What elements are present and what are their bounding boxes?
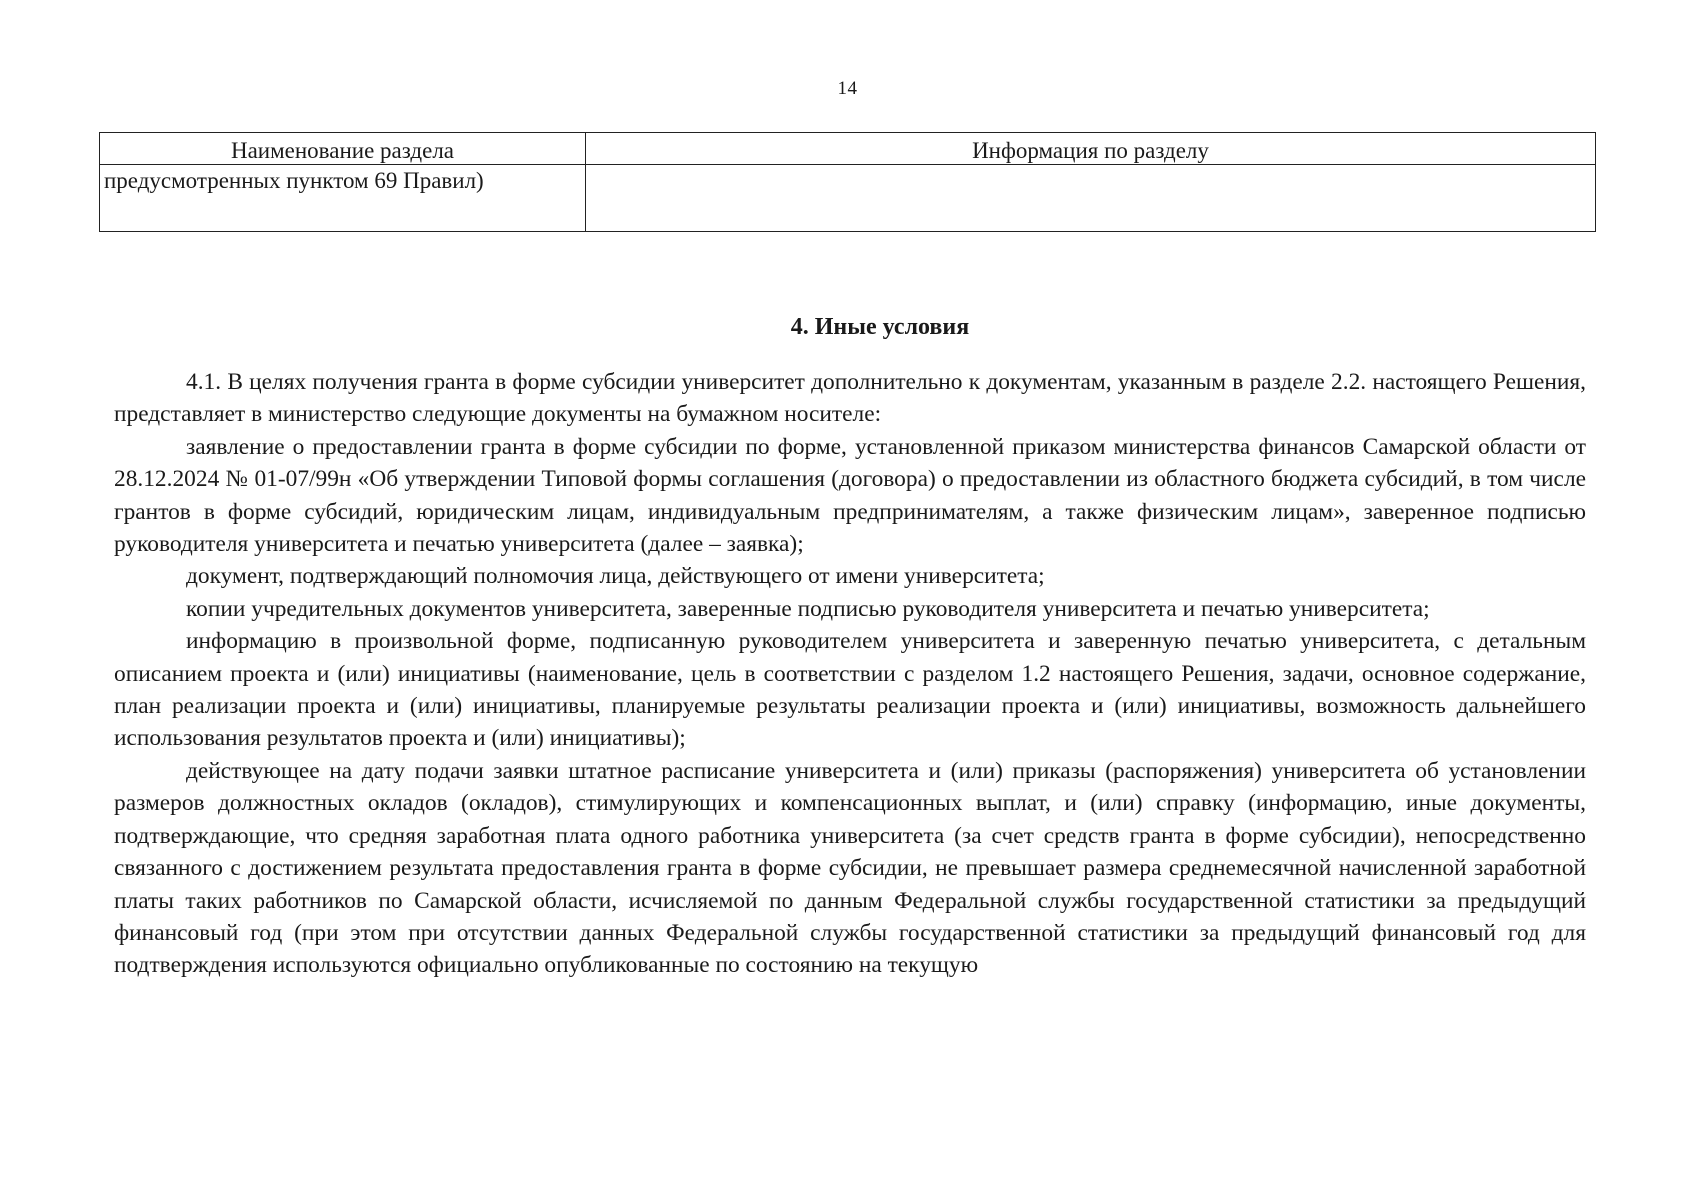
table-header-section-info: Информация по разделу bbox=[586, 133, 1596, 165]
paragraph-staffing-schedule: действующее на дату подачи заявки штатное расписание университета и (или) приказы (распоряжения) университета об установлении размеров должностных окладов (окладов), стимулирующих и компенсационных выплат, и (или) справку (информацию, иные документы, подтверждающие, что средняя заработная плата одного работника университета (за счет средств гранта в форме субсидии), непосредственно связанного с достижением результата предоставления гранта в форме субсидии, не превышает размера среднемесячной начисленной заработной платы таких работников по Самарской области, исчисляемой по данным Федеральной службы государственной статистики за предыдущий финансовый год (при этом при отсутствии данных Федеральной службы государственной статистики за предыдущий финансовый год для подтверждения используются официально опубликованные по состоянию на текущую bbox=[114, 757, 1586, 979]
page-number: 14 bbox=[837, 78, 858, 99]
table-cell-section-name-text: предусмотренных пунктом 69 Правил) bbox=[104, 168, 484, 193]
paragraph-4-1: 4.1. В целях получения гранта в форме субсидии университет дополнительно к документам, указанным в разделе 2.2. настоящего Решения, представляет в министерство следующие документы на бумажном носителе: bbox=[114, 369, 1586, 428]
table-header-section-name: Наименование раздела bbox=[100, 133, 586, 165]
paragraph-application: заявление о предоставлении гранта в форме субсидии по форме, установленной приказом министерства финансов Самарской области от 28.12.2024 № 01-07/99н «Об утверждении Типовой формы соглашения (договора) о предоставлении из областного бюджета субсидий, в том числе грантов в форме субсидий, юридическим лицам, индивидуальным предпринимателям, а также физическим лицам», заверенное подписью руководителя университета и печатью университета (далее – заявка); bbox=[114, 433, 1586, 558]
table-cell-section-name bbox=[100, 165, 586, 232]
paragraph-project-information: информацию в произвольной форме, подписанную руководителем университета и заверенную печатью университета, с детальным описанием проекта и (или) инициативы (наименование, цель в соответствии с разделом 1.2 настоящего Решения, задачи, основное содержание, план реализации проекта и (или) инициативы, планируемые результаты реализации проекта и (или) инициативы, возможность дальнейшего использования результатов проекта и (или) инициативы); bbox=[114, 628, 1586, 752]
section-info-table bbox=[99, 132, 1596, 232]
paragraph-founding-documents: копии учредительных документов университета, заверенные подписью руководителя университета и печатью университета; bbox=[186, 595, 1430, 622]
section-heading: 4. Иные условия bbox=[790, 314, 970, 340]
table-cell-section-info bbox=[586, 165, 1596, 232]
table-header-row bbox=[100, 133, 1596, 165]
table-row bbox=[100, 165, 1596, 232]
paragraph-authority-document: документ, подтверждающий полномочия лица, действующего от имени университета; bbox=[186, 563, 1045, 590]
section-body bbox=[114, 366, 1586, 982]
